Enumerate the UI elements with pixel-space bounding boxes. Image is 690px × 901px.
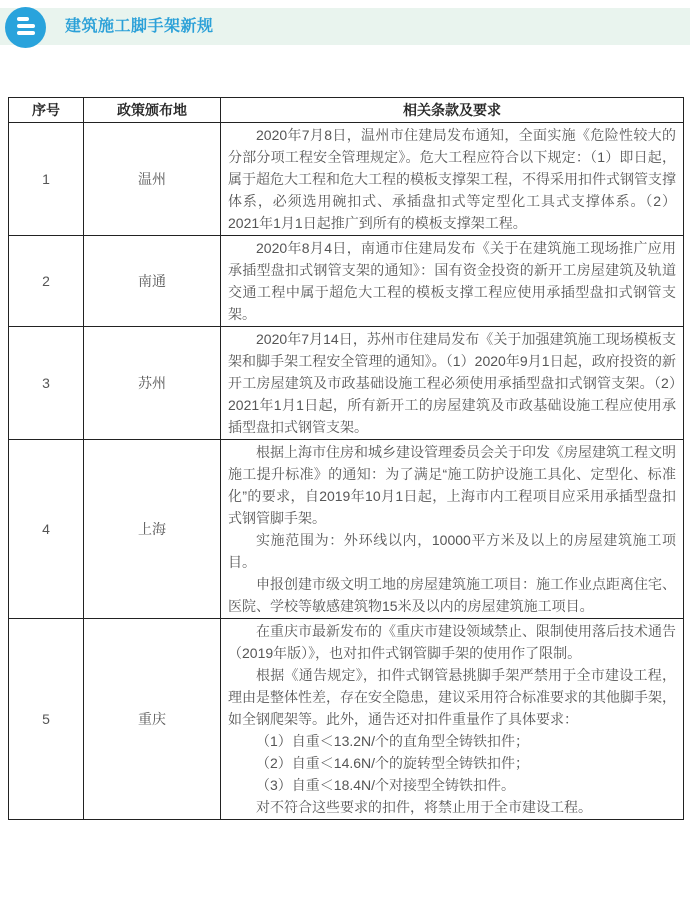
- row-place: 温州: [84, 123, 221, 236]
- paragraph: 2020年7月8日，温州市住建局发布通知，全面实施《危险性较大的分部分项工程安全管理规定》。危大工程应符合以下规定：（1）即日起，属于超危大工程和危大工程的模板支撑架工程，不得采用扣件式钢管支撑体系，必须选用碗扣式、承插盘扣式等定型化工具式支撑体系。（2）2021年1月1日起推广到所有的模板支撑架工程。: [228, 127, 676, 231]
- row-place: 南通: [84, 236, 221, 327]
- row-number: 3: [9, 327, 84, 440]
- policy-table: [8, 97, 684, 820]
- menu-stripe: [17, 31, 35, 35]
- paragraph: 2020年7月14日，苏州市住建局发布《关于加强建筑施工现场模板支架和脚手架工程安全管理的通知》。（1）2020年9月1日起，政府投资的新开工房屋建筑及市政基础设施工程必须使用承插型盘扣式钢管支架。（2）2021年1月1日起，所有新开工的房屋建筑及市政基础设施工程应使用承插型盘扣式钢管支架。: [228, 331, 676, 435]
- table-row: [9, 236, 684, 327]
- menu-stripe: [17, 17, 29, 21]
- row-content: [221, 440, 684, 619]
- paragraph: （2）自重＜14.6N/个的旋转型全铸铁扣件；: [256, 755, 530, 771]
- row-number: 4: [9, 440, 84, 619]
- menu-list-icon: [5, 7, 46, 48]
- paragraph: 对不符合这些要求的扣件，将禁止用于全市建设工程。: [256, 799, 592, 815]
- paragraph: 在重庆市最新发布的《重庆市建设领域禁止、限制使用落后技术通告（2019年版）》，也对扣件式钢管脚手架的使用作了限制。: [228, 623, 676, 661]
- table-header-row: [9, 98, 684, 123]
- menu-stripe: [17, 24, 35, 28]
- paragraph: 2020年8月4日，南通市住建局发布《关于在建筑施工现场推广应用承插型盘扣式钢管支架的通知》：国有资金投资的新开工房屋建筑及轨道交通工程中属于超危大工程的模板支撑工程应使用承插型盘扣式钢管支架。: [228, 240, 676, 322]
- row-content: [221, 236, 684, 327]
- table-row: [9, 327, 684, 440]
- row-place: 重庆: [84, 619, 221, 820]
- column-header-no: 序号: [9, 98, 84, 123]
- paragraph: 根据上海市住房和城乡建设管理委员会关于印发《房屋建筑工程文明施工提升标准》的通知：为了满足“施工防护设施工具化、定型化、标准化”的要求，自2019年10月1日起，上海市内工程项目应采用承插型盘扣式钢管脚手架。: [228, 444, 676, 526]
- paragraph: 申报创建市级文明工地的房屋建筑施工项目：施工作业点距离住宅、医院、学校等敏感建筑物15米及以内的房屋建筑施工项目。: [228, 576, 676, 614]
- paragraph: 实施范围为：外环线以内，10000平方米及以上的房屋建筑施工项目。: [228, 532, 676, 570]
- paragraph: 根据《通告规定》，扣件式钢管悬挑脚手架严禁用于全市建设工程，理由是整体性差，存在安全隐患，建议采用符合标准要求的其他脚手架，如全钢爬架等。此外，通告还对扣件重量作了具体要求：: [228, 667, 676, 727]
- section-header-bar: [0, 8, 690, 45]
- column-header-requirements: 相关条款及要求: [221, 98, 684, 123]
- table-row: [9, 619, 684, 820]
- row-number: 2: [9, 236, 84, 327]
- table-row: [9, 123, 684, 236]
- row-content: [221, 327, 684, 440]
- paragraph: （3）自重＜18.4N/个对接型全铸铁扣件。: [256, 777, 516, 793]
- row-place: 苏州: [84, 327, 221, 440]
- table-row: [9, 440, 684, 619]
- row-number: 5: [9, 619, 84, 820]
- row-content: [221, 619, 684, 820]
- paragraph: （1）自重＜13.2N/个的直角型全铸铁扣件；: [256, 733, 530, 749]
- row-content: [221, 123, 684, 236]
- row-place: 上海: [84, 440, 221, 619]
- column-header-place: 政策颁布地: [84, 98, 221, 123]
- row-number: 1: [9, 123, 84, 236]
- page-title: 建筑施工脚手架新规: [65, 18, 214, 35]
